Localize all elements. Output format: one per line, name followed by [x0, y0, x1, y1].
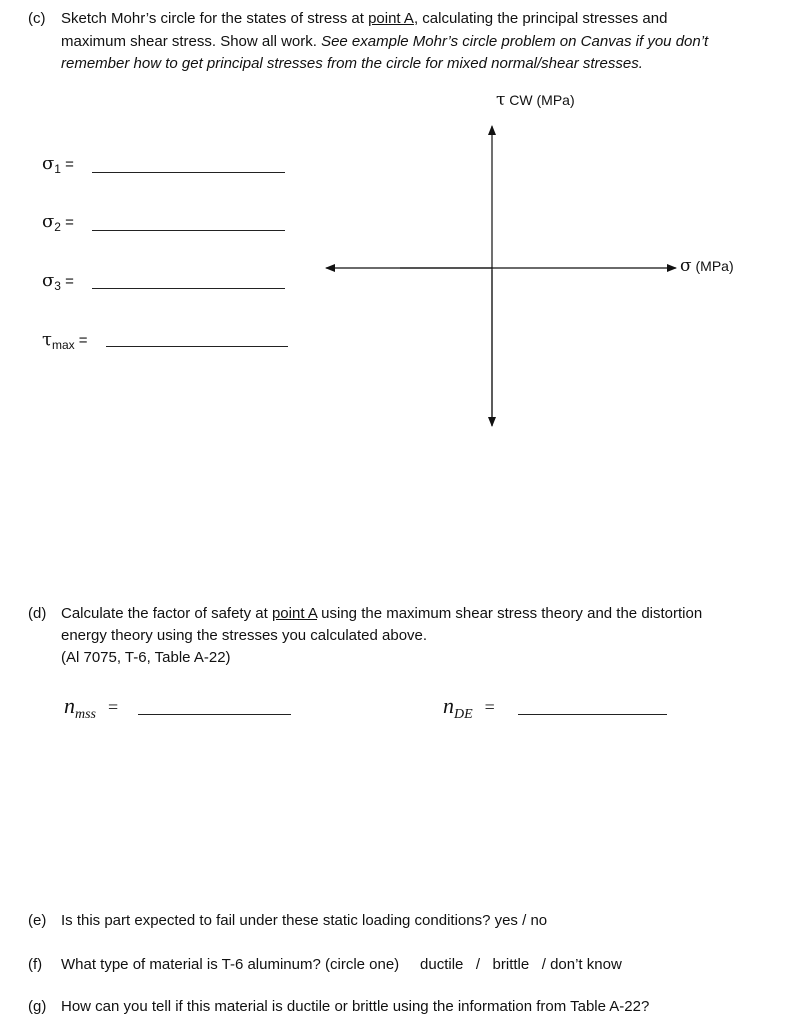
part-d-line-1: Calculate the factor of safety at point A using the maximum shear stress theory and the distortion — [61, 605, 703, 622]
n-de-label: nDE = — [443, 693, 495, 722]
tau-axis-label: τ CW (MPa) — [496, 90, 575, 110]
n-de-answer-blank[interactable] — [518, 714, 667, 715]
sigma-2-answer-blank[interactable] — [92, 230, 285, 231]
sigma-1-label: $\sigma_1$ = — [42, 153, 74, 176]
part-d-line-2: energy theory using the stresses you calculated above. — [61, 627, 428, 644]
part-c-line-3: remember how to get principal stresses from the circle for mixed normal/shear stresses. — [61, 55, 643, 72]
sigma-2-label: $\sigma_2$ = — [42, 211, 74, 234]
sigma-3-answer-blank[interactable] — [92, 288, 285, 289]
n-mss-label: nmss = — [64, 693, 119, 722]
sigma-axis-label: σ (MPa) — [680, 256, 734, 276]
part-f-question: What type of material is T-6 aluminum? (circle one) ductile / brittle / don’t know — [61, 956, 622, 973]
sigma-3-label: $\sigma_3$ = — [42, 270, 74, 293]
part-f-label: (f) — [28, 956, 43, 973]
tau-max-answer-blank[interactable] — [106, 346, 288, 347]
part-d-line-3: (Al 7075, T-6, Table A-22) — [61, 649, 231, 666]
sigma-1-answer-blank[interactable] — [92, 172, 285, 173]
n-mss-answer-blank[interactable] — [138, 714, 291, 715]
part-g-label: (g) — [28, 998, 47, 1015]
part-g-question: How can you tell if this material is ductile or brittle using the information from Table A-22? — [61, 998, 650, 1015]
part-c-line-2: maximum shear stress. Show all work. See example Mohr’s circle problem on Canvas if you don’t — [61, 33, 709, 50]
part-e-question: Is this part expected to fail under these static loading conditions? yes / no — [61, 912, 548, 929]
part-c-label: (c) — [28, 10, 46, 27]
point-a-link: point A — [271, 605, 317, 622]
part-c-line-1: Sketch Mohr’s circle for the states of stress at point A, calculating the principal stresses and — [61, 10, 668, 27]
part-d-label: (d) — [28, 605, 47, 622]
point-a-link: point A — [368, 10, 414, 27]
tau-max-label: $\tau_{max}$ = — [42, 329, 88, 352]
part-e-label: (e) — [28, 912, 47, 929]
